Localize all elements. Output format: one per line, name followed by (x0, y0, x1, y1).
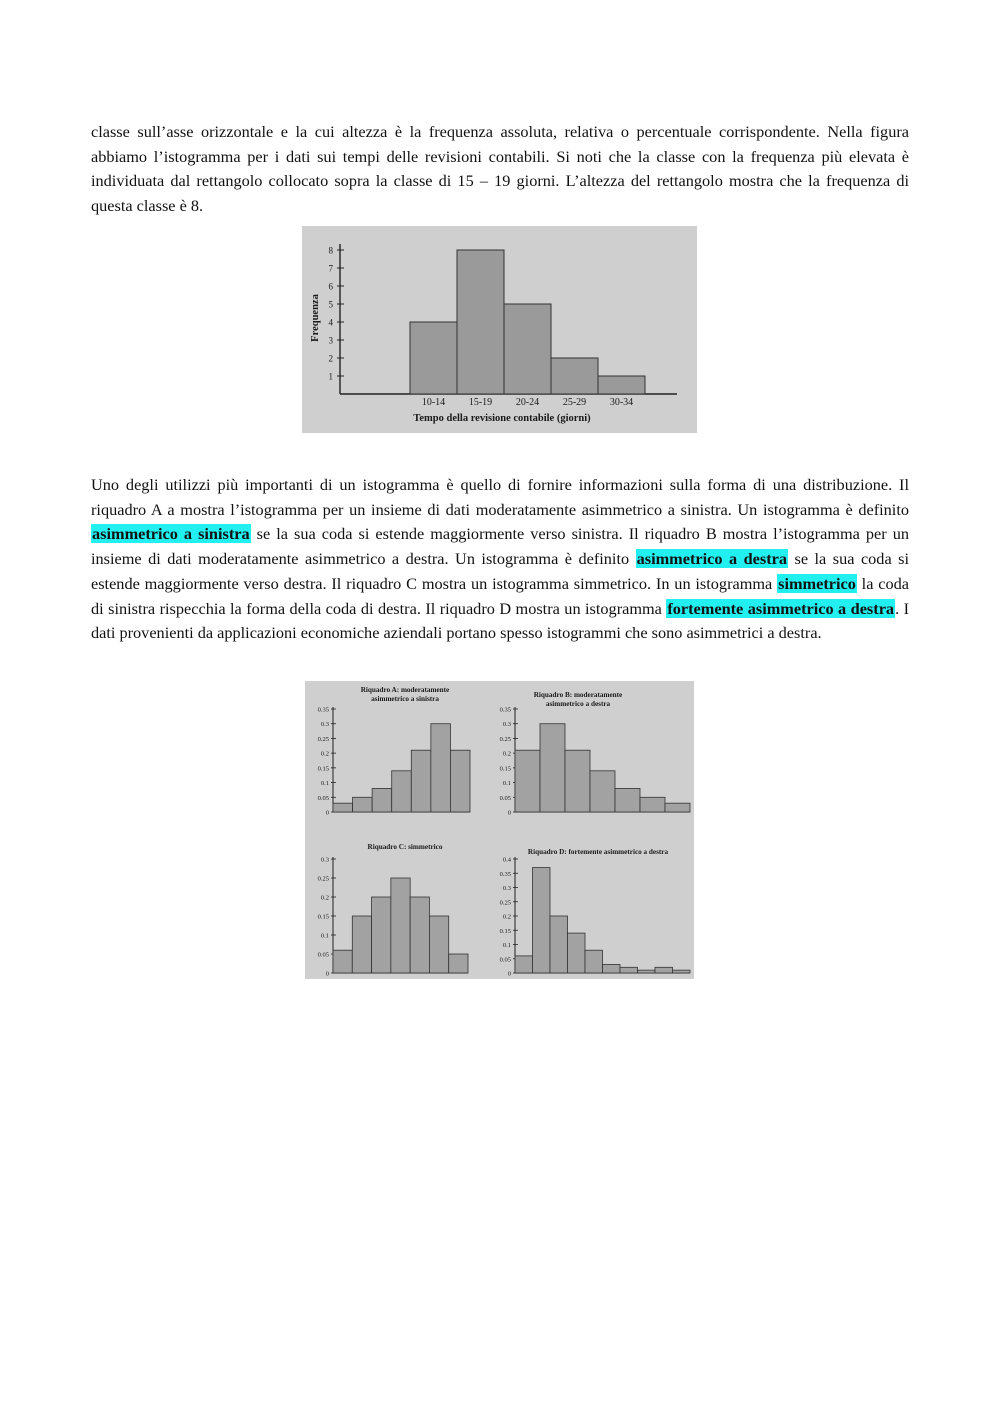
y-tick-label: 0.3 (320, 856, 329, 864)
bar (640, 797, 665, 812)
x-tick-label: 20-24 (515, 397, 540, 408)
bar (429, 916, 448, 973)
panel-d (500, 848, 690, 978)
bar (372, 897, 391, 973)
y-tick-label: 0.3 (502, 721, 511, 729)
y-tick-label: 0.25 (317, 735, 329, 743)
y-tick-label: 0.15 (317, 765, 329, 773)
y-axis-title: Frequenza (310, 294, 321, 342)
bar (533, 868, 551, 973)
bar (391, 878, 410, 973)
bar (673, 970, 691, 973)
x-axis-title: Tempo della revisione contabile (giorni) (413, 413, 591, 424)
bar (392, 771, 412, 812)
y-tick-label: 3 (328, 335, 333, 346)
x-tick-label: 10-14 (421, 397, 446, 408)
y-tick-label: 0.4 (502, 856, 511, 864)
bar (372, 788, 392, 812)
panel-title: Riquadro A: moderatamente (360, 686, 450, 694)
bar-15-19 (457, 250, 504, 394)
y-tick-label: 0 (325, 809, 329, 817)
y-tick-label: 0 (507, 809, 511, 817)
highlight-fortemente-asimmetrico: fortemente asimmetrico a destra (667, 598, 895, 618)
bar (353, 797, 373, 812)
histogram-panels-chart (305, 681, 694, 979)
bar (450, 750, 470, 812)
y-tick-label: 0.1 (502, 942, 511, 949)
bar (515, 750, 540, 812)
y-tick-label: 0.25 (499, 735, 511, 743)
paragraph-text-3: se la sua coda si estende maggiormente verso destra. Il riquadro C mostra un istogramma simmetrico. In un istogramma (91, 549, 910, 593)
x-tick-label: 15-19 (468, 397, 493, 408)
y-tick-label: 1 (328, 371, 333, 382)
y-tick-label: 0.1 (320, 932, 329, 940)
y-tick-label: 6 (328, 281, 333, 292)
y-tick-label: 8 (328, 245, 333, 256)
bar (333, 803, 353, 812)
bar (585, 950, 603, 973)
y-tick-label: 0.05 (499, 794, 511, 802)
bar (449, 954, 468, 973)
bar (333, 950, 352, 973)
x-tick-label: 25-29 (562, 397, 587, 408)
y-tick-label: 2 (328, 353, 333, 364)
panel-c (318, 843, 468, 978)
bar (540, 724, 565, 812)
paragraph-text-2: se la sua coda si estende maggiormente verso sinistra. Il riquadro B mostra l’istogramma per un insieme di dati moderatamente asimmetrico a destra. Un istogramma è definito (91, 524, 909, 569)
histogram-photo-revisioni (302, 226, 697, 433)
panel-title: Riquadro B: moderatamente (533, 691, 623, 699)
panel-title: Riquadro C: simmetrico (367, 843, 443, 851)
bar (665, 803, 690, 812)
y-tick-label: 0.25 (499, 899, 511, 907)
y-tick-label: 0.2 (320, 894, 329, 902)
x-tick-label: 30-34 (609, 397, 634, 408)
bar (565, 750, 590, 812)
bar-20-24 (504, 304, 551, 394)
y-tick-label: 0.15 (499, 927, 511, 935)
paragraph-intro: classe sull’asse orizzontale e la cui altezza è la frequenza assoluta, relativa o percentuale corrispondente. Nella figura abbiamo l’istogramma per i dati sui tempi delle revisioni contabili. Si noti che la classe con la frequenza più elevata è individuata dal rettangolo collocato sopra la classe di 15 – 19 giorni. L’altezza del rettangolo mostra che la frequenza di questa classe è 8. (91, 122, 909, 216)
panel-title: asimmetrico a sinistra (371, 695, 439, 703)
bar (638, 970, 656, 973)
y-tick-label: 0.35 (499, 706, 511, 714)
bar (620, 967, 638, 973)
y-tick-label: 7 (328, 263, 333, 274)
histogram-photo-riquadri (305, 681, 694, 979)
bar (352, 916, 371, 973)
bar (603, 964, 621, 973)
panel-b (500, 691, 690, 817)
paragraph-text-1: Uno degli utilizzi più importanti di un istogramma è quello di fornire informazioni sulla forma di una distribuzione. Il riquadro A a mostra l’istogramma per un insieme di dati moderatamente asimmetrico a sinistra. Un istogramma è definito (91, 475, 909, 519)
y-tick-label: 0.2 (502, 913, 511, 921)
y-tick-label: 0.1 (320, 780, 329, 788)
highlight-asimmetrico-destra: asimmetrico a destra (636, 549, 788, 569)
bar-30-34 (598, 376, 645, 394)
histogram-revisioni-chart (302, 226, 697, 433)
highlight-asimmetrico-sinistra: asimmetrico a sinistra (92, 524, 250, 544)
panel-title: asimmetrico a destra (545, 700, 611, 708)
highlight-simmetrico: simmetrico (778, 573, 856, 593)
bar-10-14 (410, 322, 457, 394)
y-tick-label: 0.15 (499, 765, 511, 773)
y-tick-label: 0 (325, 970, 329, 978)
y-tick-label: 0.2 (502, 750, 511, 758)
bar (431, 724, 451, 812)
y-tick-label: 0.05 (499, 956, 511, 964)
y-tick-label: 0.1 (502, 780, 511, 788)
y-tick-label: 4 (328, 317, 333, 328)
bar (590, 771, 615, 812)
panel-title: Riquadro D: fortemente asimmetrico a destra (527, 848, 669, 856)
y-tick-label: 0.3 (502, 885, 511, 892)
y-tick-label: 0 (507, 970, 511, 978)
paragraph-text-4: la coda di sinistra rispecchia la forma della coda di destra. Il riquadro D mostra un istogramma (91, 573, 909, 618)
paragraph-text-5: . I dati provenienti da applicazioni economiche aziendali portano spesso istogrammi che sono asimmetrici a destra. (91, 598, 910, 643)
bar (568, 933, 586, 973)
bar (655, 967, 673, 973)
y-tick-label: 0.3 (320, 721, 329, 729)
bar (615, 788, 640, 812)
y-tick-label: 0.2 (320, 750, 329, 758)
y-tick-label: 0.25 (317, 875, 329, 883)
bar (550, 916, 568, 973)
y-tick-label: 0.35 (499, 870, 511, 878)
y-tick-label: 0.15 (317, 913, 329, 921)
paragraph-shapes (91, 473, 909, 646)
bar-25-29 (551, 358, 598, 394)
bar (515, 956, 533, 973)
y-tick-label: 0.35 (317, 706, 329, 714)
bar (411, 750, 431, 812)
panel-a (318, 686, 470, 817)
y-tick-label: 5 (328, 299, 333, 310)
y-tick-label: 0.05 (317, 794, 329, 802)
y-tick-label: 0.05 (317, 951, 329, 959)
bar (410, 897, 429, 973)
